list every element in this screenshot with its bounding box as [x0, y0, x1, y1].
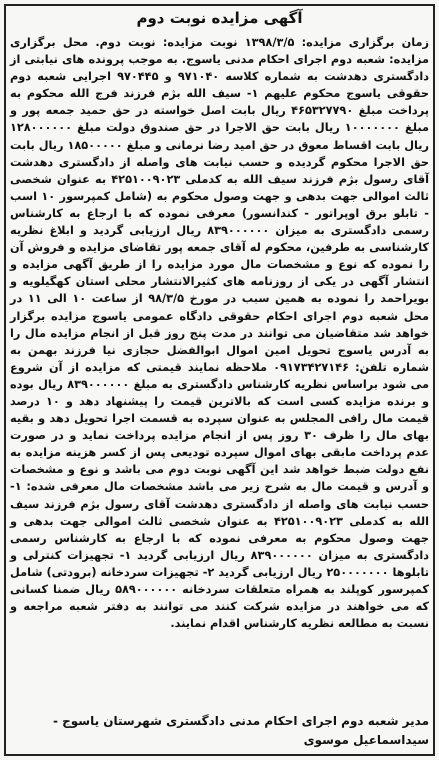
notice-title: آگهی مزایده نوبت دوم	[136, 9, 303, 27]
notice-body-text: زمان برگزاری مزایده: ۱۳۹۸/۳/۵ نوبت مزایده: نوبت دوم. محل برگزاری مزایده: شعبه دوم اجرای احکام مدنی یاسوج. به موجب پرونده های نیابتی از دادگستری دهدشت به شماره کلاسه ۹۷۱۰۴۰ و ۹۷۰۴۴۵ اجرایی شعبه دوم حقوقی یاسوج محکوم علیهم ۱- سیف الله بژم فرزند فرج الله محکوم به پرداخت مبلغ ۴۶۵۳۲۷۷۹۰ ریال بابت اصل خواسته در حق حمید جمعه پور و مبلغ ۱۰۰۰۰۰۰۰ ریال بابت حق الاجرا در حق صندوق دولت مبلغ ۱۲۸۰۰۰۰۰۰ ریال بابت اقساط معوق در حق امید رضا نرمانی و مبلغ ۱۸۵۰۰۰۰۰ ریال بابت حق الاجرا محکوم گردیده و حسب نیابت های واصله از دادگستری دهدشت آقای رسول بژم فرزند سیف الله به کدملی ۴۲۵۱۰۰۹۰۲۳ به عنوان شخصی ثالث اموالی جهت بدهی و جهت وصول محکوم به (شامل کمپرسور ۱۰ اسب - تابلو برق اوپراتور - کندانسور) معرفی نموده که با ارجاع به کارشناس رسمی دادگستری به میزان ۸۳۹۰۰۰۰۰۰ ریال ارزیابی گردید و ابلاغ نظریه کارشناسی به طرفین، محکوم له آقای جمعه پور تقاضای مزایده و فروش آن را نموده که نوع و مشخصات مال مورد مزایده را از طریق آگهی مزایده و انتشار آگهی در یکی از روزنامه های کثیرالانتشار محلی استان کهگیلویه و بویراحمد را نموده به همین سبب در مورخ ۹۸/۳/۵ از ساعت ۱۰ الی ۱۱ در محل شعبه دوم اجرای احکام حقوقی دادگاه عمومی یاسوج مزایده برگزار خواهد شد متقاضیان می توانند در مدت پنج روز قبل از انجام مزایده مال را به آدرس یاسوج تحویل امین اموال ابوالفضل حجازی نیا فرزند بهمن به شماره تلفن: ۰۹۱۷۳۴۲۷۱۴۶ ملاحظه نمایند قیمتی که مزایده از آن شروع می شود براساس نظریه کارشناس دادگستری به مبلغ ۸۳۹۰۰۰۰۰۰ ریال بوده و برنده مزایده کسی است که بالاترین قیمت را پیشنهاد دهد و ۱۰ درصد قیمت مال رافی المجلس به عنوان سپرده به قسمت اجرا تحویل دهد و بقیه بهای مال را ظرف ۳۰ روز پس از انجام مزایده پرداخت نماید و در صورت عدم پرداخت مابقی بهای اموال سپرده تودیعی پس از کسر هزینه مزایده به نفع دولت ضبط خواهد شد این آگهی نوبت دوم می باشد و نوع و مشخصات و آدرس و قیمت مال به شرح زیر می باشد مشخصات مال معرفی شده: ۱- حسب نیابت های واصله از دادگستری دهدشت آقای رسول بژم فرزند سیف الله به کدملی ۴۲۵۱۰۰۹۰۲۳ به عنوان شخصی ثالث اموالی جهت بدهی و جهت وصول محکوم به معرفی نموده که با ارجاع به کارشناس رسمی دادگستری به میزان ۸۳۹۰۰۰۰۰۰ ریال ارزیابی گردید ۱- تجهیزات کنترلی و تابلوها ۲۵۰۰۰۰۰۰۰ ریال ارزیابی گردید ۲- تجهیزات سردخانه (برودتی) شامل کمپرسور کوپلند به همراه متعلقات سردخانه ۵۸۹۰۰۰۰۰۰ ریال ضمنا کسانی که می خواهند در مزایده شرکت کنند می توانند به دفتر شعبه مراجعه و نسبت به مطالعه نظریه کارشناس اقدام نمایند.	[10, 36, 430, 631]
notice-body	[10, 34, 429, 632]
notice-signature: مدیر شعبه دوم اجرای احکام مدنی دادگستری شهرستان یاسوج - سیداسماعیل موسوی	[52, 714, 429, 747]
